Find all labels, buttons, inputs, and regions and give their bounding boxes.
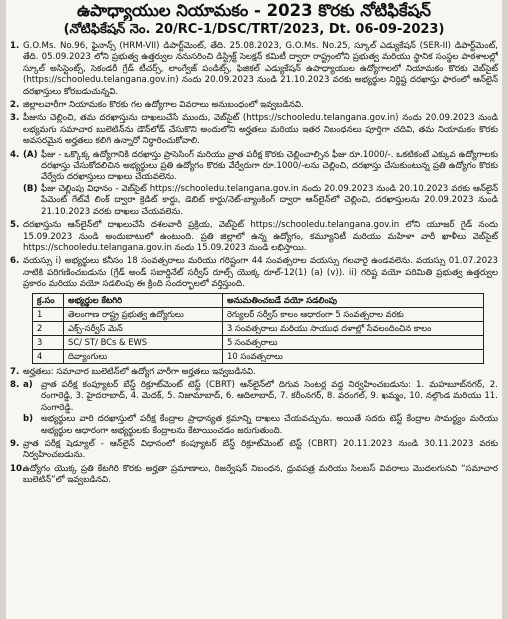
item-number: 2.: [10, 100, 20, 111]
table-cell: దివ్యాంగులు: [64, 349, 223, 363]
table-row: [33, 321, 484, 335]
sub-item-text: వ్రాత పరీక్ష కంప్యూటర్ బేస్డ్ రిక్రూట్‌మెంట్ టెస్ట్ (CBRT) ఆన్‌లైన్‌లో దిగువ సెంటర్ల వద్ద నిర్వహించబడును: 1. మహబూబ్‌నగర్, 2. రంగారెడ్డి, 3. హైదరాబాద్, 4. మెదక్, 5. నిజామాబాద్, 6. ఆదిలాబాద్, 7. కరీంనగర్, 8. వరంగల్, 9. ఖమ్మం, 10. నల్గొండ మరియు 11. సంగారెడ్డి.: [41, 379, 498, 413]
table-cell: 2: [33, 321, 64, 335]
table-header-cell: అభ్యర్థుల కేటగిరి: [64, 293, 223, 307]
sub-item-label: (B): [23, 183, 38, 194]
notification-item: [10, 100, 498, 111]
table-header-cell: క్ర.సం: [33, 293, 64, 307]
sub-item-text: ఫీజు - ఒక్కొక్క ఉద్యోగానికి దరఖాస్తు ప్రాసెసింగ్ మరియు వ్రాత పరీక్ష కొరకు చెల్లించాల్సిన ఫీజు రూ.1000/-. ఒకటికంటే ఎక్కువ ఉద్యోగాలకు దరఖాస్తు చేసుకోదలిచిన అభ్యర్థులు ప్రతి ఉద్యోగం కొరకు వేర్వేరుగా రూ.1000/-లను చెల్లించి, దరఖాస్తు చేసుకుంటున్న ప్రతి ఉద్యోగం కొరకు వేర్వేరు దరఖాస్తులు దాఖలు చేయవలెను.: [41, 149, 498, 183]
table-row: [33, 335, 484, 349]
item-text: ఉద్యోగం యొక్క ప్రతి కేటగిరి కొరకు అర్హతా ప్రమాణాలు, రిజర్వేషన్ నిబంధన, ధ్రువపత్ర మరియు సిలబస్ వివరాలు మొదలగునవి “సమాచార బులెటిన్”లో ఇవ్వబడినవి.: [23, 463, 498, 486]
sub-item: [23, 414, 498, 437]
item-text: వ్రాత పరీక్ష షెడ్యూల్ - ఆన్‌లైన్ విధానంలో కంప్యూటర్ బేస్డ్ రిక్రూట్‌మెంట్ టెస్ట్ (CBRT) 20.11.2023 నుండి 30.11.2023 వరకు నిర్వహించబడును.: [23, 438, 498, 461]
table-cell: 5 సంవత్సరాలు: [223, 335, 484, 349]
notification-item: [10, 256, 498, 290]
table-header-cell: అనుమతించబడే వయో సడలింపు: [223, 293, 484, 307]
notification-subtitle: (నోటిఫికేషన్ నెం. 20/RC-1/DSC/TRT/2023, Dt. 06-09-2023): [63, 22, 445, 37]
sub-item-text: అభ్యర్థులు వారి దరఖాస్తులో పరీక్ష కేంద్రాల ప్రాధాన్యత క్రమాన్ని దాఖలు చేయవచ్చును. అయితే సదరు టెస్ట్ కేంద్రాల సామర్థ్యం మరియు అభ్యర్థుల ఆధారంగా అభ్యర్థులకు కేంద్రాలను కేటాయించడం జరుగుతుంది.: [41, 414, 498, 436]
item-text: జిల్లాలవారీగా నియామకం కొరకు గల ఉద్యోగాల వివరాలు అనుబంధంలో ఇవ్వబడినవి.: [23, 100, 304, 111]
item-number: 9.: [10, 438, 20, 449]
sub-item-text: ఫీజు చెల్లింపు విధానం - వెబ్‌సైట్ https://schooledu.telangana.gov.in నందు 20.09.2023 నుండి 20.10.2023 వరకు ఆన్‌లైన్ పేమెంట్ గేట్‌వే లింక్ ద్వారా క్రెడిట్ కార్డు, డెబిట్ కార్డు/నెట్-బ్యాంకింగ్ ద్వారా ఆన్‌లైన్‌లో చెల్లించి, దరఖాస్తులను 20.09.2023 నుండి 21.10.2023 వరకు దాఖలు చేయవలెను.: [41, 183, 498, 217]
table-cell: 1: [33, 307, 64, 321]
table-cell: 4: [33, 349, 64, 363]
item-content: [23, 256, 498, 290]
table-cell: ఎక్స్-సర్వీస్ మెన్: [64, 321, 223, 335]
sub-item-label: a): [23, 379, 33, 390]
notification-item: [10, 41, 498, 98]
item-content: [23, 380, 498, 437]
notification-item: [10, 464, 498, 487]
item-content: [23, 41, 498, 98]
notification-item: [10, 367, 498, 378]
item-text: అర్హతలు: సమాచార బులెటిన్‌లో ఉద్యోగ వారీగా అర్హతలు ఇవ్వబడినవి.: [23, 366, 256, 377]
item-number: 4.: [10, 149, 20, 160]
item-content: [23, 464, 498, 487]
item-content: [23, 367, 498, 378]
item-number: 5.: [10, 220, 20, 231]
notification-item: [10, 439, 498, 462]
item-number: 1.: [10, 41, 20, 51]
notification-body: [6, 41, 502, 487]
item-content: [23, 150, 498, 218]
item-content: [23, 220, 498, 254]
table-cell: SC/ ST/ BCs & EWS: [64, 335, 223, 349]
item-text: పీజును చెల్లించి, తమ దరఖాస్తును దాఖలుచేసే ముందు, వెబ్‌సైట్ (https://schooledu.telangana.gov.in) నందు 20.09.2023 నుండి లభ్యమగు సమాచార బులెటిన్‌ను డౌన్‌లోడ్ చేసుకొని అందులోని అర్హతలు మరియు ఇతర నిబంధనలు పూర్తిగా చదివి, తమ నియామకం కొరకు అవసరమైన అర్హతలు కలిగి ఉన్నారో నిర్ధారించుకోవాలి.: [23, 113, 498, 147]
table-cell: 3: [33, 335, 64, 349]
item-number: 3.: [10, 113, 20, 124]
sub-item: [23, 380, 498, 414]
notification-page: [6, 0, 502, 619]
sub-item-label: b): [23, 414, 34, 425]
table-row: [33, 349, 484, 363]
notification-item: [10, 380, 498, 437]
item-number: 6.: [10, 256, 20, 267]
item-number: 10.: [10, 463, 26, 474]
item-content: [23, 113, 498, 147]
table-cell: తెలంగాణ రాష్ట్ర ప్రభుత్వ ఉద్యోగులు: [64, 307, 223, 321]
item-text: G.O.Ms. No.96, ఫైనాన్స్ (HRM-VII) డిపార్ట్‌మెంట్, తేది. 25.08.2023, G.O.Ms. No.25, స్కూల్ ఎడ్యుకేషన్ (SER-II) డిపార్ట్‌మెంట్, తేది. 05.09.2023 లోని ప్రభుత్వ ఉత్తర్వుల ననుసరించి డిస్ట్రిక్ట్ సెలక్షన్ కమిటీ ద్వారా రాష్ట్రంలోని ప్రభుత్వ మరియు స్థానిక సంస్థల పాఠశాలల్లో స్కూల్ అసిస్టెంట్స్, సెకండరీ గ్రేడ్ టీచర్స్, లాంగ్వేజ్ పండిట్స్, ఫిజికల్ ఎడ్యుకేషన్ ఉపాధ్యాయుల ఉద్యోగాలలో నియామకం కొరకు వెబ్‌సైట్ (https://schooledu.telangana.gov.in) నందు 20.09.2023 నుండి 21.10.2023 వరకు అభ్యర్థుల నిర్దిష్ట దరఖాస్తు ఫారంలో ఆన్‌లైన్ దరఖాస్తులు కోరబడుచున్నవి.: [23, 41, 498, 97]
table-cell: 3 సంవత్సరాలు మరియు సాయుధ దళాల్లో సేవలందించిన కాలం: [223, 321, 484, 335]
item-content: [23, 100, 498, 111]
notification-title: ఉపాధ్యాయుల నియామకం - 2023 కొరకు నోటిఫికేషన్: [77, 1, 431, 20]
item-text: వయస్సు i) అభ్యర్థులు కనీసం 18 సంవత్సరాలు మరియు గరిష్టంగా 44 సంవత్సరాల వయస్సు గలవారై ఉండవలెను. వయస్సు 01.07.2023 నాటికి పరిగణించబడును (గ్రేడ్ అండ్ సబార్డినేట్ సర్వీస్ రూల్స్ యొక్క రూల్-12(1) (a) (v)). ii) గరిష్ట వయో పరిమితి ప్రభుత్వ ఉత్తర్వుల ప్రకారం మరియు వయో సడలింపు ఈ క్రింది సందర్భాలలో వర్తిస్తుంది.: [23, 256, 498, 290]
notification-item: [10, 113, 498, 147]
sub-item-label: (A): [23, 149, 38, 160]
notification-item: [10, 150, 498, 218]
item-content: [23, 439, 498, 462]
table-cell: రెగ్యులర్ సర్వీస్ కాలం ఆధారంగా 5 సంవత్సరాల వరకు: [223, 307, 484, 321]
table-row: [33, 307, 484, 321]
item-number: 8.: [10, 379, 20, 390]
item-number: 7.: [10, 366, 20, 377]
sub-item: [23, 184, 498, 218]
notification-item: [10, 220, 498, 254]
table-header-row: [33, 293, 484, 307]
sub-item: [23, 150, 498, 184]
table-cell: 10 సంవత్సరాలు: [223, 349, 484, 363]
age-relaxation-table: [32, 293, 484, 364]
item-text: దరఖాస్తును ఆన్‌లైన్‌లో దాఖలుచేసే దశలవారీ ప్రక్రియ, వెబ్‌సైట్ https://schooledu.telangana.gov.in లోని యూజర్ గైడ్ నందు 15.09.2023 నుండి అందుబాటులో ఉంటుంది. ప్రతి జిల్లాలో ఉన్న ఉద్యోగం, కమ్యూనిటీ మరియు మహిళా వారీ ఖాళీలు వెబ్‌సైట్ https://schooledu.telangana.gov.in నందు 15.09.2023 నుండి లభిస్తాయి.: [23, 220, 498, 253]
